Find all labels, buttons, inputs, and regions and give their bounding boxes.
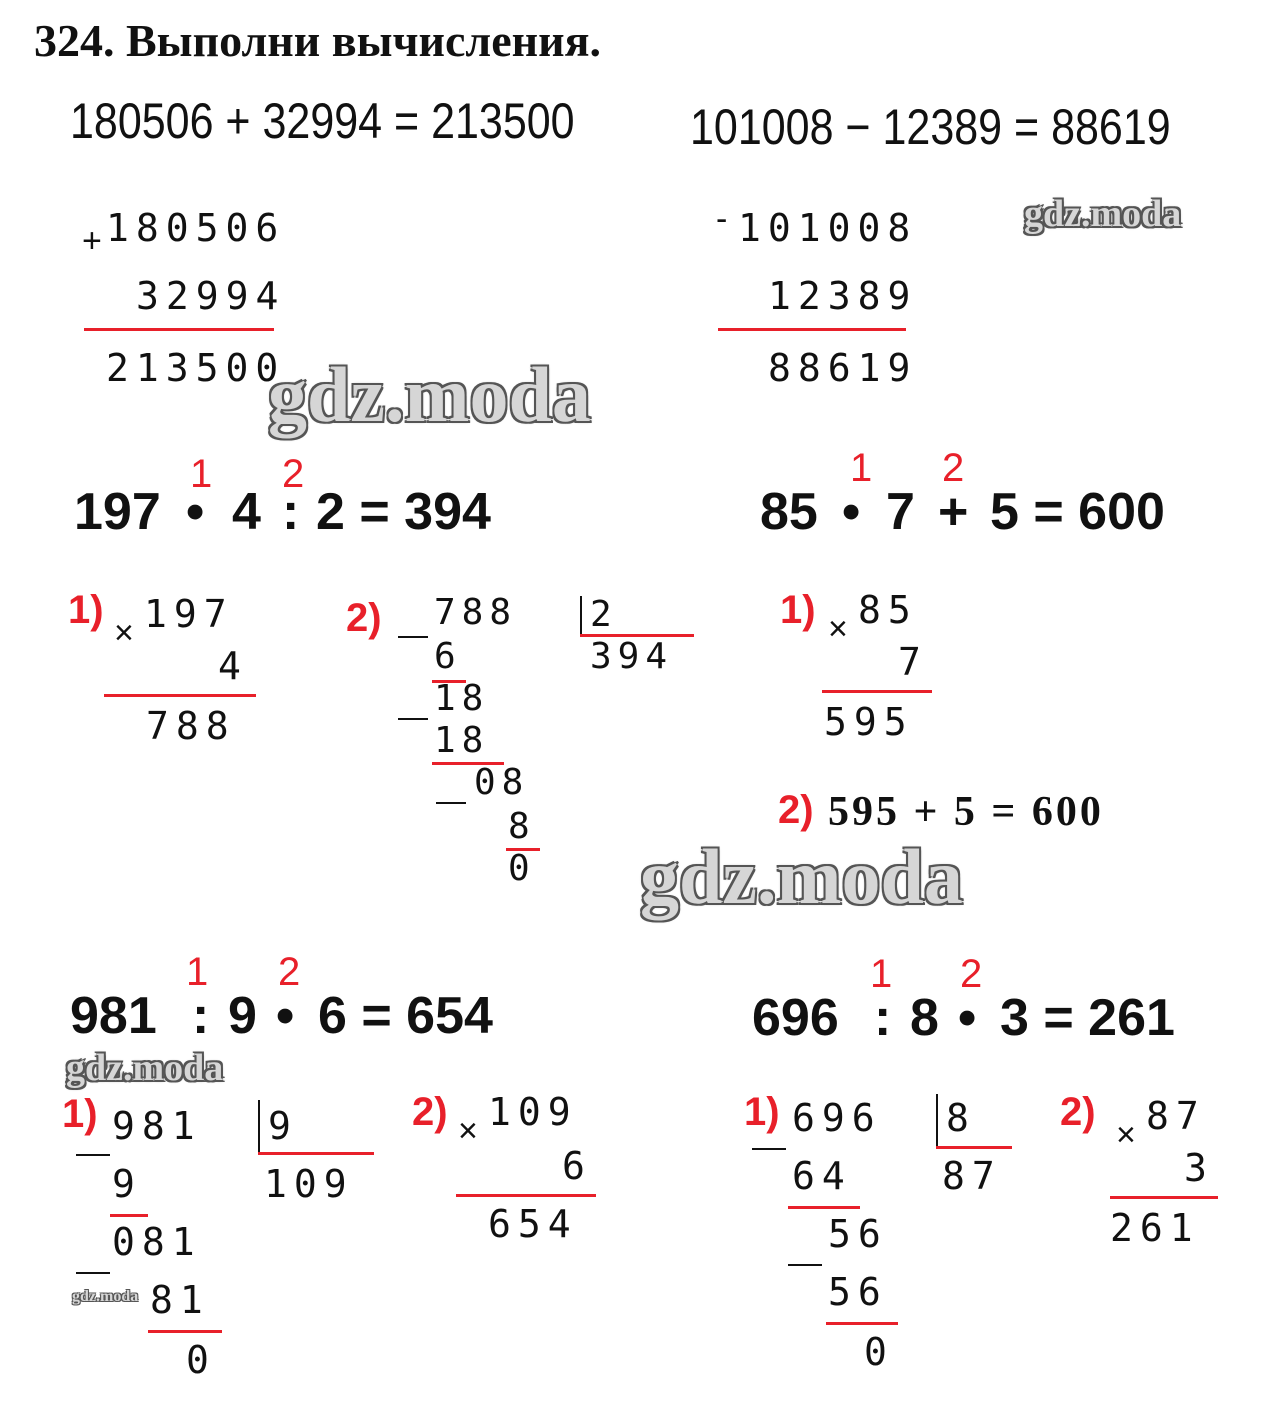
division-row: 64 (792, 1154, 852, 1198)
order-number: 2 (942, 446, 965, 490)
operator: • (842, 483, 861, 541)
product-line (1110, 1196, 1218, 1199)
expression-middle: 4 (232, 483, 261, 541)
expression-left: 696 (752, 989, 839, 1047)
divisor: 9 (268, 1104, 298, 1148)
product: 788 (146, 704, 236, 748)
division-row: 0 (864, 1330, 894, 1374)
addition-equation: 180506 + 32994 = 213500 (70, 93, 575, 149)
step-label: 1) (780, 588, 816, 632)
operator: • (276, 987, 295, 1045)
product: 654 (488, 1202, 578, 1246)
division-row: 56 (828, 1212, 888, 1256)
watermark: gdz.moda (1024, 193, 1182, 235)
division-row: 08 (474, 762, 530, 803)
order-number: 2 (960, 952, 983, 996)
minus-mark (436, 802, 466, 804)
multiplier: 3 (1184, 1146, 1214, 1190)
exercise-title: 324. Выполни вычисления. (34, 15, 602, 66)
quotient: 394 (590, 636, 674, 677)
division-bracket-vertical (580, 596, 582, 636)
step-label: 1) (744, 1090, 780, 1134)
step-label: 1) (62, 1092, 98, 1136)
division-row: 81 (150, 1278, 210, 1322)
order-number: 1 (870, 952, 893, 996)
dividend: 696 (792, 1096, 882, 1140)
watermark: gdz.moda (268, 351, 591, 438)
multiplier: 4 (218, 644, 248, 688)
division-bracket-line (258, 1152, 374, 1155)
division-line (826, 1322, 898, 1325)
operator: • (186, 483, 205, 541)
division-row: 8 (508, 806, 536, 847)
expression-middle: 9 (228, 987, 257, 1045)
step-label: 2) (778, 788, 814, 832)
divisor: 8 (946, 1096, 976, 1140)
multiplicand: 87 (1146, 1094, 1206, 1138)
division-line (148, 1330, 222, 1333)
addition-operand-2: 32994 (136, 274, 286, 318)
operator: : (282, 483, 300, 541)
minus-mark (398, 718, 428, 720)
division-bracket-vertical (258, 1100, 260, 1154)
order-number: 1 (190, 452, 213, 496)
addition-result-line (84, 328, 274, 331)
minus-mark (398, 636, 428, 638)
division-bracket-line (936, 1146, 1012, 1149)
operator: + (938, 483, 969, 541)
division-row: 081 (112, 1220, 202, 1264)
subtraction-result-line (718, 328, 906, 331)
expression-left: 981 (70, 987, 157, 1045)
expression-right: 5 = 600 (990, 483, 1165, 541)
division-row: 0 (508, 848, 536, 889)
product-line (456, 1194, 596, 1197)
minus-mark (788, 1264, 822, 1266)
subtraction-operand-1: 101008 (738, 206, 918, 250)
expression-right: 3 = 261 (1000, 989, 1175, 1047)
order-number: 1 (186, 950, 209, 994)
multiplier: 7 (898, 640, 928, 684)
operator: : (874, 989, 892, 1047)
quotient: 109 (264, 1162, 354, 1206)
minus-mark (76, 1154, 110, 1156)
operator: : (192, 987, 210, 1045)
step-label: 1) (68, 588, 104, 632)
step-label: 2) (346, 596, 382, 640)
order-number: 2 (282, 452, 305, 496)
multiplicand: 85 (858, 588, 918, 632)
minus-mark (76, 1272, 110, 1274)
expression-right: 6 = 654 (318, 987, 493, 1045)
product: 595 (824, 700, 914, 744)
watermark: gdz.moda (72, 1288, 139, 1305)
subtraction-result: 88619 (768, 346, 918, 390)
division-bracket-vertical (936, 1094, 938, 1148)
order-number: 2 (278, 950, 301, 994)
division-row: 18 (434, 678, 490, 719)
subtraction-operand-2: 12389 (768, 274, 918, 318)
product: 261 (1110, 1206, 1200, 1250)
addition-operand-1: 180506 (106, 206, 286, 250)
division-line (788, 1206, 860, 1209)
expression-left: 197 (74, 483, 161, 541)
operator: • (958, 989, 977, 1047)
product-line (104, 694, 256, 697)
dividend: 981 (112, 1104, 202, 1148)
division-row: 0 (186, 1338, 216, 1382)
multiplicand: 109 (488, 1090, 578, 1134)
multiplicand: 197 (144, 592, 234, 636)
addition-result: 213500 (106, 346, 286, 390)
step-label: 2) (1060, 1090, 1096, 1134)
division-row: 9 (112, 1162, 142, 1206)
watermark: gdz.moda (640, 833, 963, 920)
division-line (110, 1214, 148, 1217)
multiply-sign: × (1116, 1116, 1136, 1154)
multiply-sign: × (458, 1112, 478, 1150)
subtraction-equation: 101008 − 12389 = 88619 (690, 99, 1171, 155)
division-row: 18 (434, 720, 490, 761)
minus-sign: - (716, 200, 728, 238)
step-equation: 595 + 5 = 600 (828, 789, 1104, 835)
order-number: 1 (850, 446, 873, 490)
expression-middle: 7 (886, 483, 915, 541)
step-label: 2) (412, 1090, 448, 1134)
multiply-sign: × (828, 610, 848, 648)
division-row: 6 (434, 636, 462, 677)
dividend: 788 (434, 592, 518, 633)
divisor: 2 (590, 594, 618, 635)
product-line (822, 690, 932, 693)
plus-sign: + (82, 222, 102, 260)
division-row: 56 (828, 1270, 888, 1314)
expression-left: 85 (760, 483, 818, 541)
minus-mark (752, 1148, 786, 1150)
expression-right: 2 = 394 (316, 483, 491, 541)
watermark: gdz.moda (66, 1047, 224, 1089)
multiply-sign: × (114, 614, 134, 652)
multiplier: 6 (562, 1144, 592, 1188)
quotient: 87 (942, 1154, 1002, 1198)
expression-middle: 8 (910, 989, 939, 1047)
